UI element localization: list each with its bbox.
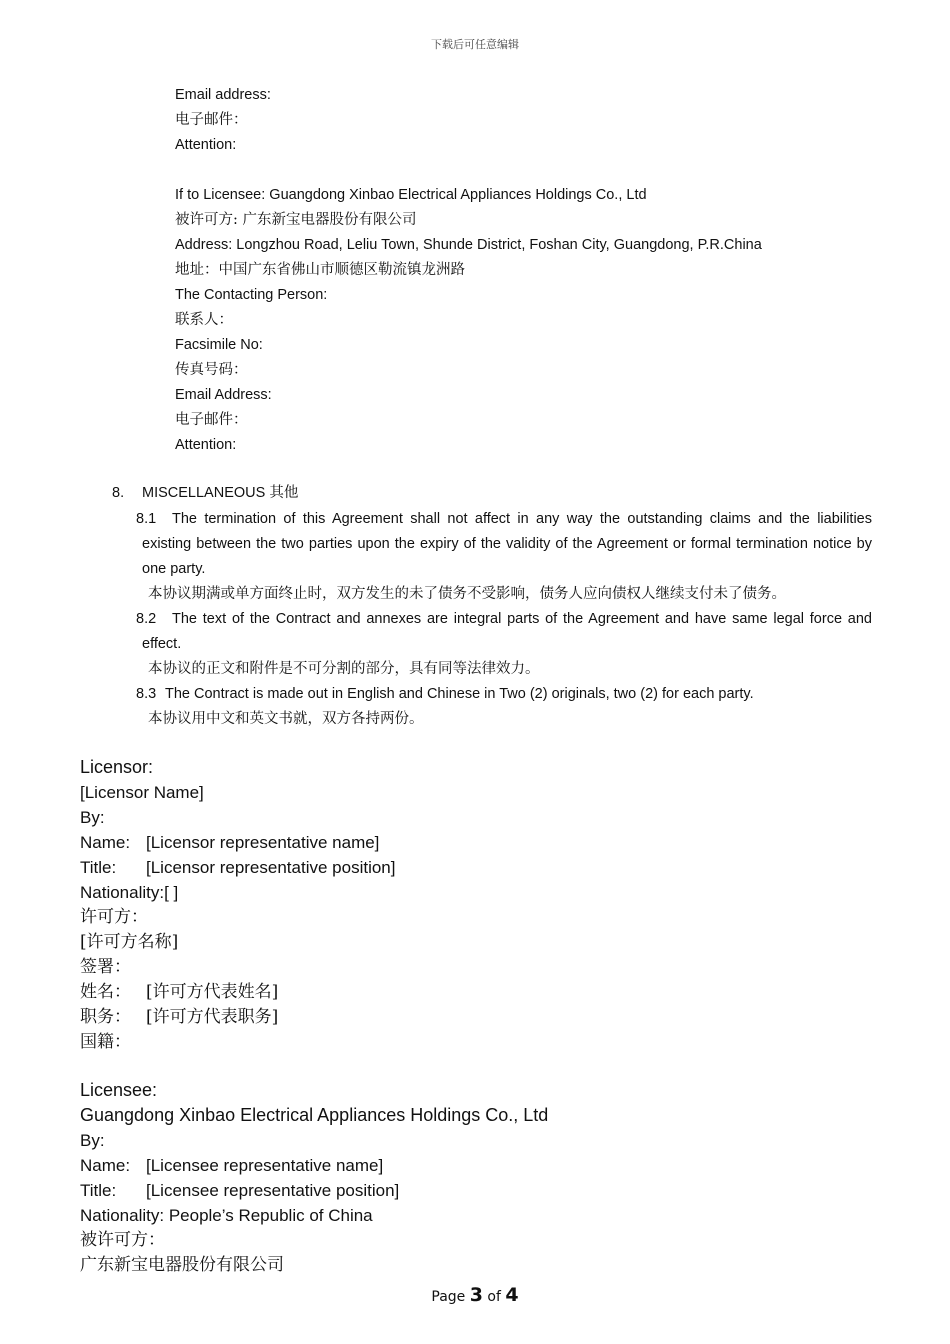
clause-text-cn: 本协议的正文和附件是不可分割的部分，具有同等法律效力。 <box>148 661 540 677</box>
clause-number: 8.1 <box>136 511 157 527</box>
licensor-title-row-cn <box>80 1005 780 1030</box>
licensee-nationality: Nationality: People’s Republic of China <box>80 1206 373 1225</box>
licensor-name-row <box>80 830 780 855</box>
name-label-cn: 姓名： <box>80 982 131 1002</box>
licensor-heading-cn: 许可方： <box>80 907 148 927</box>
clause-text <box>136 607 872 657</box>
section-title-cn: 其他 <box>269 485 299 501</box>
clause-8-3 <box>136 682 872 732</box>
licensee-if-to: If to Licensee: Guangdong Xinbao Electrical Appliances Holdings Co., Ltd <box>175 187 647 203</box>
licensee-heading-cn: 被许可方： <box>80 1230 165 1250</box>
licensor-by-label-cn: 签署： <box>80 957 131 977</box>
clause-body: The termination of this Agreement shall not affect in any way the outstanding claims and the liabilities existing between the two parties upon the expiry of the validity of the Agreement or formal termination notice by one party. <box>142 511 872 577</box>
licensee-company: Guangdong Xinbao Electrical Appliances Holdings Co., Ltd <box>80 1105 549 1125</box>
licensee-email-label: Email Address: <box>175 387 272 403</box>
licensor-name-placeholder: [Licensor Name] <box>80 783 204 802</box>
clause-text-cn: 本协议用中文和英文书就，双方各持两份。 <box>148 711 424 727</box>
licensor-nationality-cn: 国籍： <box>80 1032 131 1052</box>
page-header: 下载后可任意编辑 <box>431 38 519 51</box>
clause-number: 8.2 <box>136 611 157 627</box>
licensee-address-cn: 地址：中国广东省佛山市顺德区勒流镇龙洲路 <box>175 262 465 278</box>
clause-number: 8.3 <box>136 686 157 702</box>
notice-section <box>175 84 875 459</box>
of-word: of <box>487 1289 501 1305</box>
title-value: [Licensee representative position] <box>146 1181 400 1200</box>
licensee-attention-label: Attention: <box>175 437 237 453</box>
licensor-nationality: Nationality:[ ] <box>80 883 179 902</box>
total-page-number: 4 <box>505 1284 519 1306</box>
licensee-company-cn: 广东新宝电器股份有限公司 <box>80 1255 284 1275</box>
section-title: MISCELLANEOUS <box>142 485 266 501</box>
licensee-contact-label-cn: 联系人： <box>175 312 233 328</box>
clause-8-1 <box>136 507 872 607</box>
name-label: Name: <box>80 833 131 852</box>
clause-body: The Contract is made out in English and Chinese in Two (2) originals, two (2) for each party. <box>165 686 754 702</box>
page-word: Page <box>431 1289 466 1305</box>
blank-line <box>175 159 875 184</box>
miscellaneous-section <box>112 482 872 732</box>
licensee-contact-label: The Contacting Person: <box>175 287 328 303</box>
licensee-signature-block <box>80 1078 780 1278</box>
licensee-name-row <box>80 1153 780 1178</box>
page-footer <box>0 1284 950 1306</box>
name-label: Name: <box>80 1156 131 1175</box>
title-label: Title: <box>80 858 117 877</box>
section-heading <box>112 482 872 507</box>
licensee-email-label-cn: 电子邮件： <box>175 412 248 428</box>
licensee-by-label: By: <box>80 1131 105 1150</box>
licensor-name-placeholder-cn: [许可方名称] <box>80 932 179 952</box>
licensor-by-label: By: <box>80 808 105 827</box>
licensor-email-label-cn: 电子邮件： <box>175 112 248 128</box>
licensee-fax-label-cn: 传真号码： <box>175 362 248 378</box>
licensor-email-label: Email address: <box>175 87 271 103</box>
name-value: [Licensor representative name] <box>146 833 380 852</box>
licensor-heading: Licensor: <box>80 757 154 777</box>
clause-body: The text of the Contract and annexes are integral parts of the Agreement and have same legal force and effect. <box>142 611 872 652</box>
licensor-title-row <box>80 855 780 880</box>
licensee-party-cn: 被许可方: 广东新宝电器股份有限公司 <box>175 212 417 228</box>
title-label-cn: 职务： <box>80 1007 131 1027</box>
current-page-number: 3 <box>469 1284 483 1306</box>
title-value-cn: [许可方代表职务] <box>146 1007 279 1027</box>
section-number: 8. <box>112 485 125 501</box>
licensee-address: Address: Longzhou Road, Leliu Town, Shunde District, Foshan City, Guangdong, P.R.China <box>175 237 762 253</box>
licensor-name-row-cn <box>80 980 780 1005</box>
clause-text <box>136 682 872 707</box>
licensee-fax-label: Facsimile No: <box>175 337 263 353</box>
title-label: Title: <box>80 1181 117 1200</box>
clause-text <box>136 507 872 582</box>
name-value-cn: [许可方代表姓名] <box>146 982 279 1002</box>
licensee-title-row <box>80 1178 780 1203</box>
clause-8-2 <box>136 607 872 682</box>
licensor-attention-label: Attention: <box>175 137 237 153</box>
clause-text-cn: 本协议期满或单方面终止时，双方发生的未了债务不受影响，债务人应向债权人继续支付未了债务。 <box>148 586 786 602</box>
licensor-signature-block <box>80 755 780 1055</box>
title-value: [Licensor representative position] <box>146 858 396 877</box>
name-value: [Licensee representative name] <box>146 1156 384 1175</box>
licensee-heading: Licensee: <box>80 1080 158 1100</box>
